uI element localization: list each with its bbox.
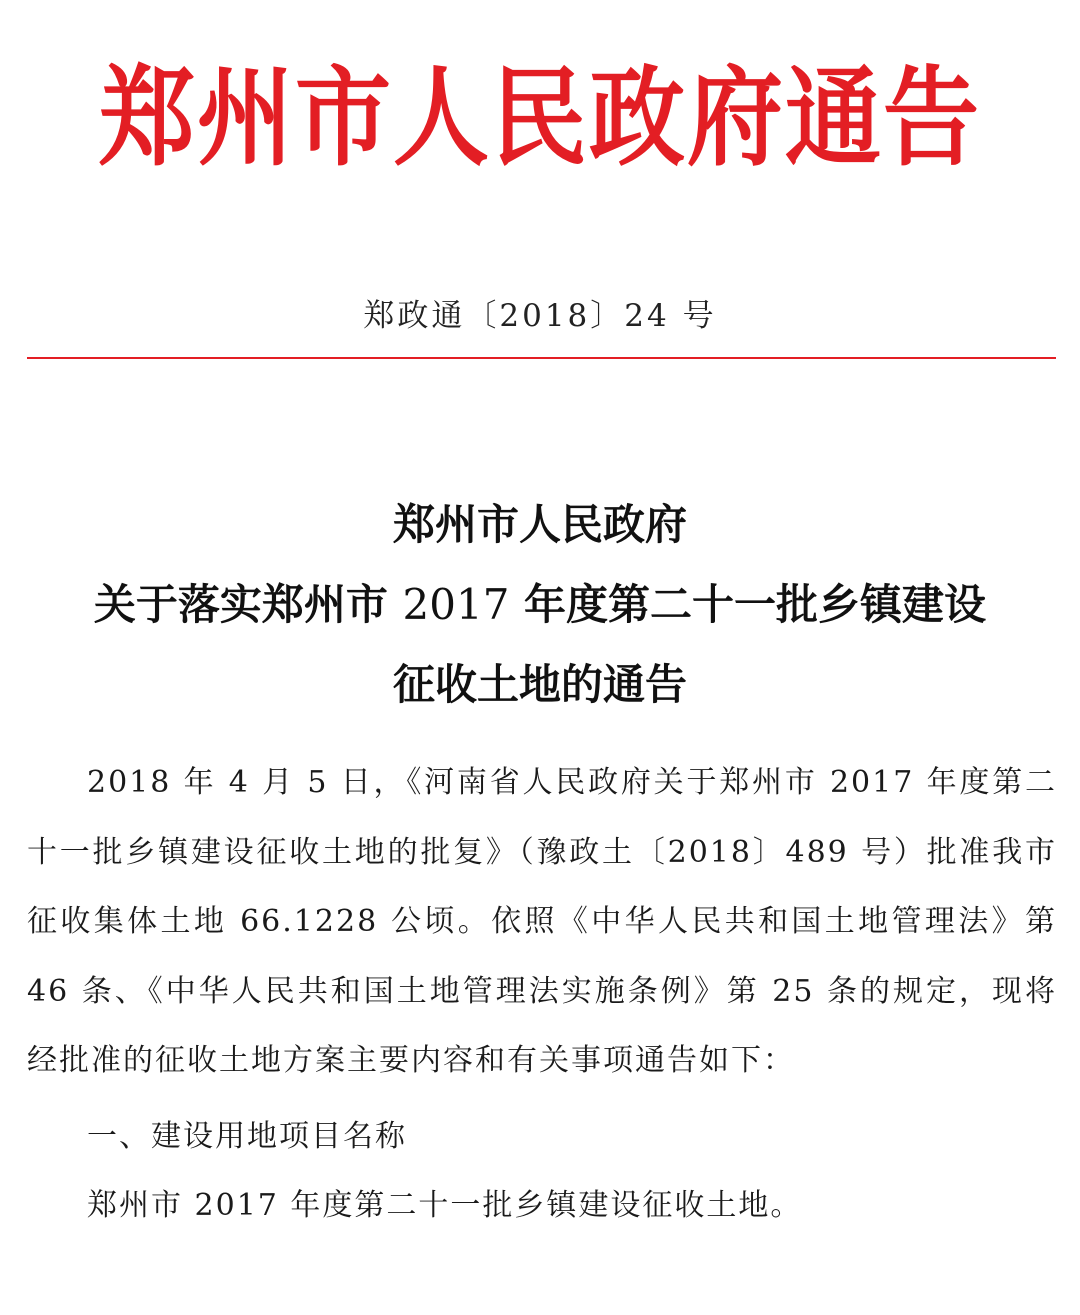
- red-divider: [27, 357, 1056, 359]
- section-1-heading: 一、建设用地项目名称: [87, 1118, 407, 1154]
- document-number: 郑政通〔2018〕24 号: [363, 298, 717, 334]
- document-title: [0, 485, 1080, 725]
- section-1-text: 郑州市 2017 年度第二十一批乡镇建设征收土地。: [87, 1188, 803, 1223]
- title-line-2-part-a: 关于落实郑州市: [93, 580, 403, 629]
- title-line-3: 征收土地的通告: [392, 660, 687, 709]
- document-body: [27, 748, 1057, 1241]
- title-line-1: 郑州市人民政府: [392, 500, 687, 549]
- title-line-2-year: 2017: [402, 580, 510, 629]
- body-paragraph-1: 2018 年 4 月 5 日，《河南省人民政府关于郑州市 2017 年度第二十一批乡镇建设征收土地的批复》（豫政土〔2018〕489 号）批准我市征收集体土地 66.1228 公顷。依照《中华人民共和国土地管理法》第 46 条、《中华人民共和国土地管理法实施条例》第 25 条的规定，现将经批准的征收土地方案主要内容和有关事项通告如下：: [27, 765, 1057, 1078]
- title-line-2-part-c: 年度第二十一批乡镇建设: [509, 580, 987, 629]
- title-line-2: [0, 565, 1080, 645]
- masthead-title: 郑州市人民政府通告: [99, 53, 981, 181]
